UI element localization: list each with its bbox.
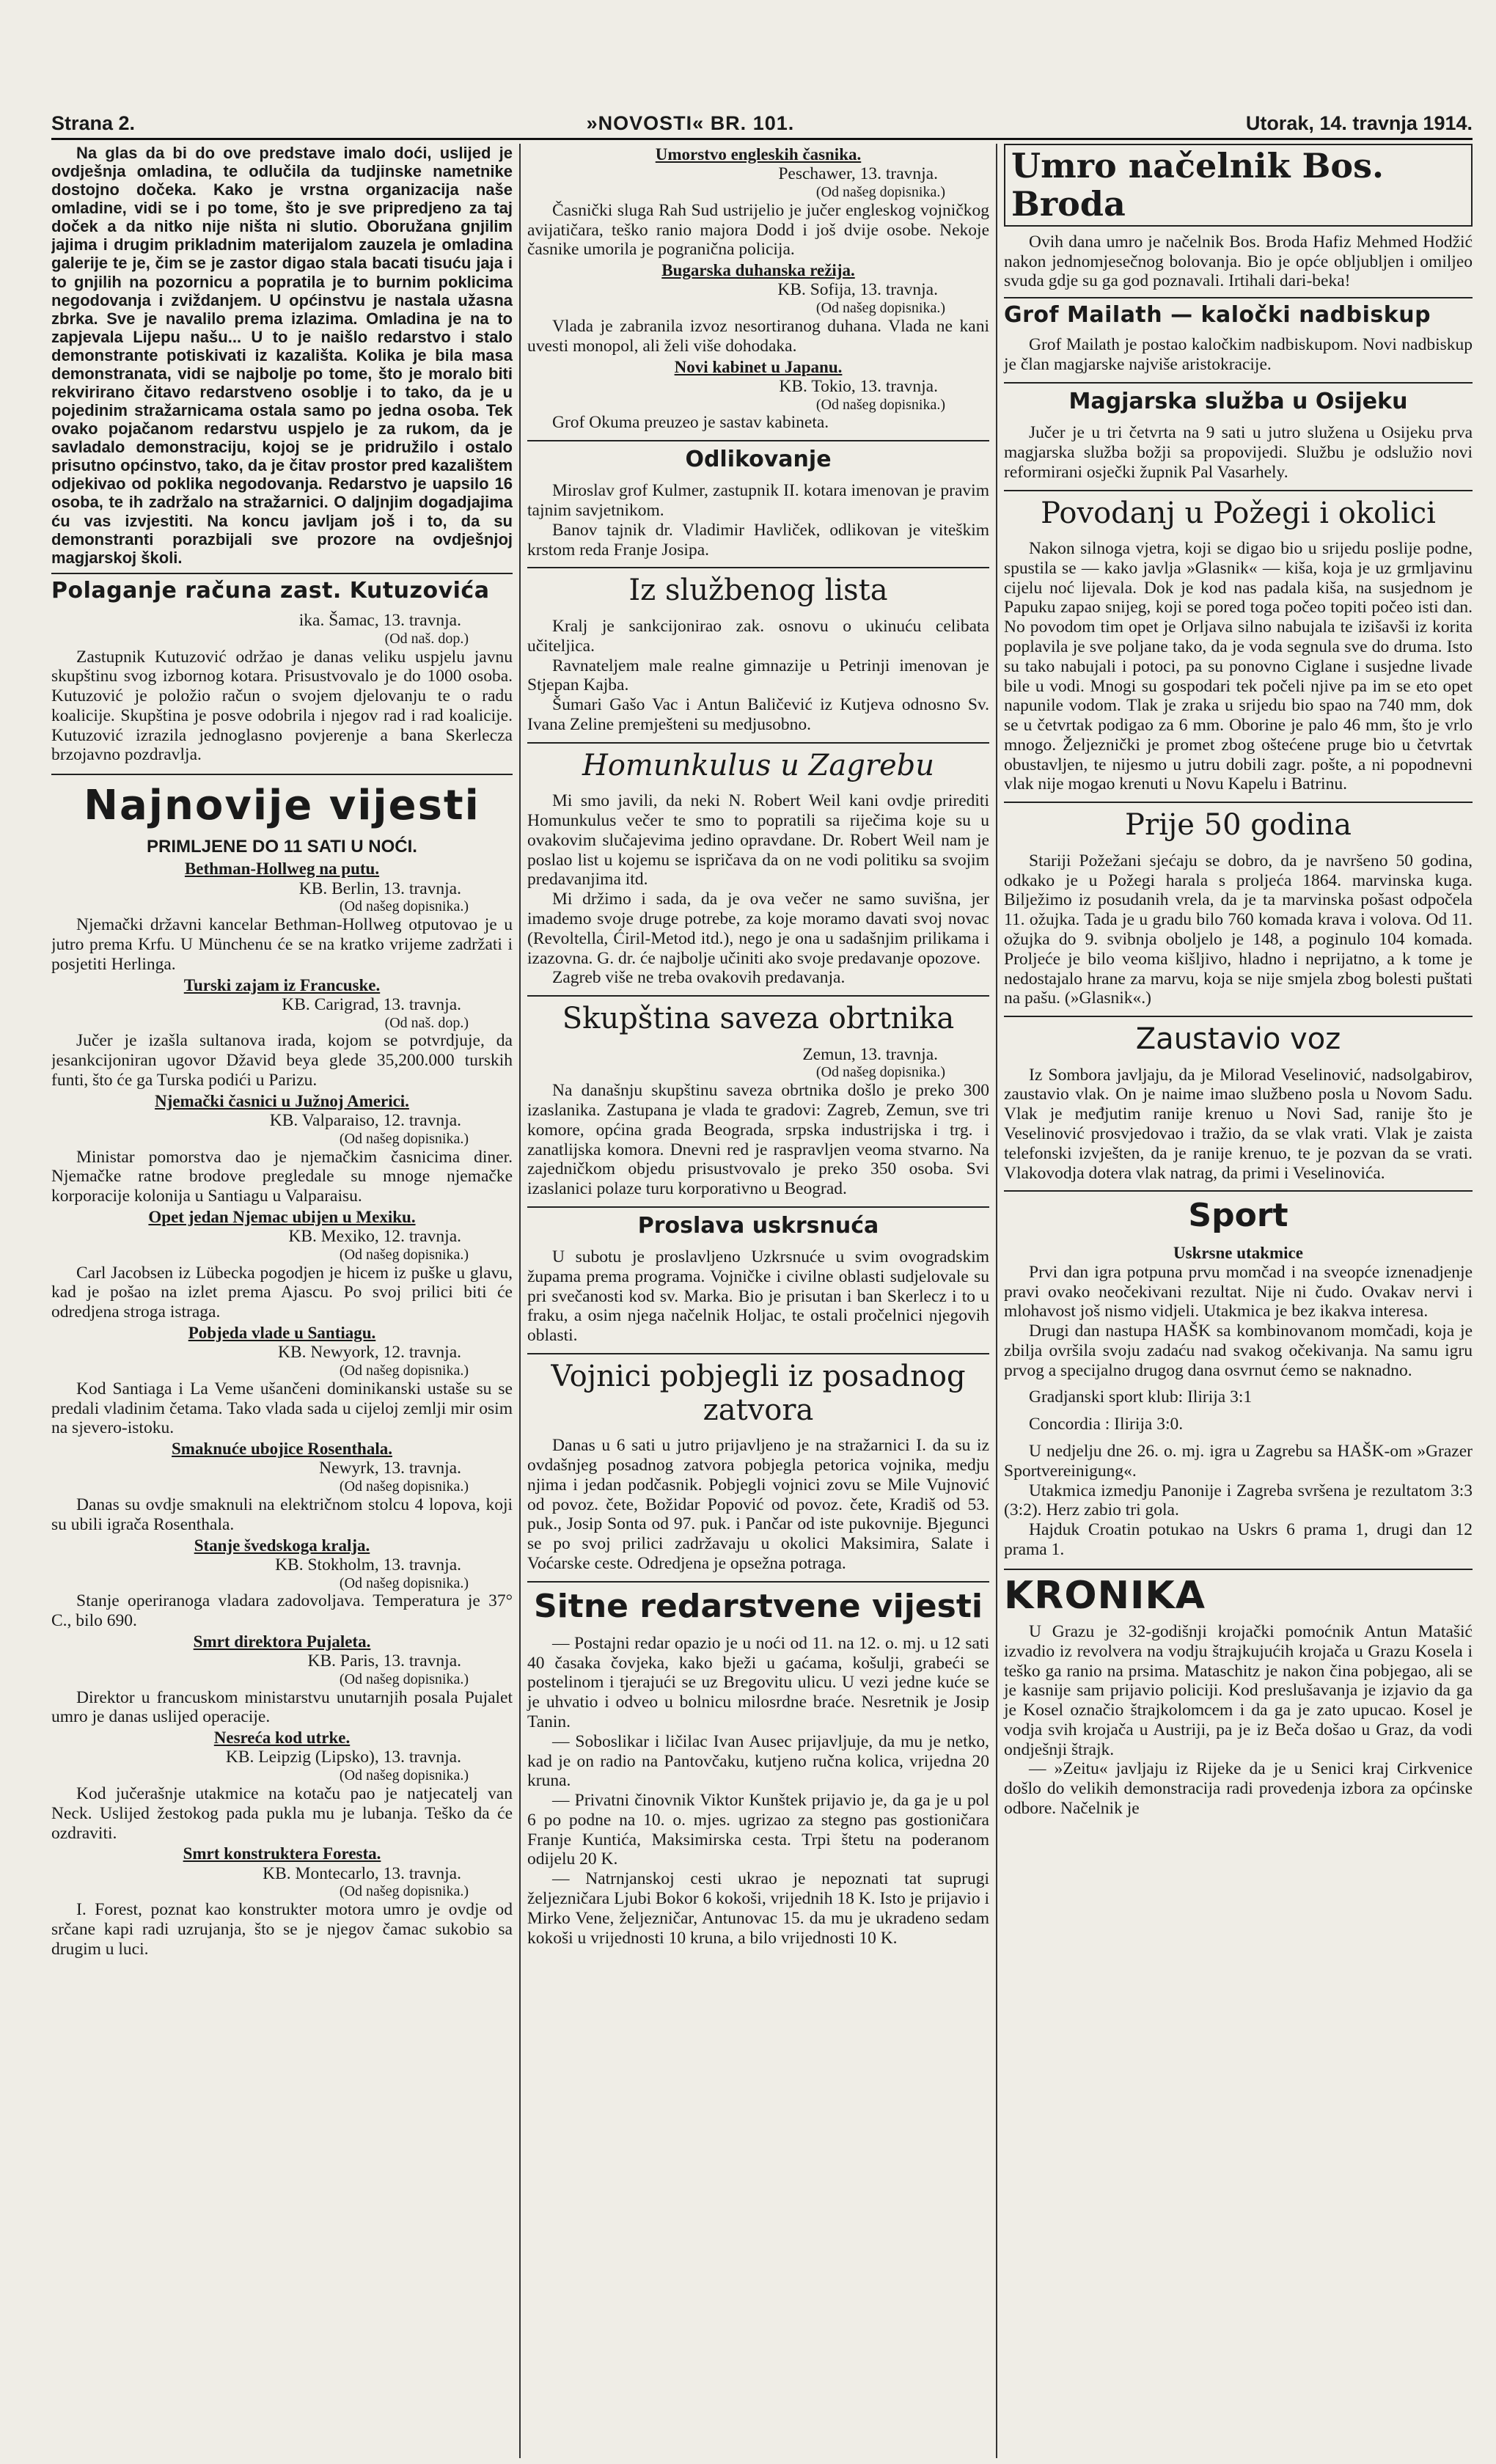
news-item-text: Kod Santiaga i La Veme ušančeni dominikanski ustaše su se predali vladinim četama. Tako vlada sada u cijeloj zemlji mir osim na sjevero-istoku. [51,1379,513,1438]
article-text: — Postajni redar opazio je u noći od 11. na 12. o. mj. u 12 sati 40 časaka čovjeka, kako bježi u gaćama, košulji, grabeći se postelinom i tjerajući se uz Bregovitu ulicu. U vezi jedne kuće se je uhvatio i odveo u bolnicu milosrdne braće. Nesretnik je Josip Tanin. [527,1633,989,1731]
article-text: Grof Mailath je postao kaločkim nadbiskupom. Novi nadbiskup je član magjarske najviše aristokracije. [1004,335,1473,375]
source-note: (Od našeg dopisnika.) [339,898,469,915]
column-3 [997,144,1473,2458]
source-note: (Od našeg dopisnika.) [339,1671,469,1687]
dateline: ika. Šamac, 13. travnja. [298,610,461,630]
article-title-proslava: Proslava uskrsnuća [527,1206,989,1239]
masthead: »NOVOSTI« BR. 101. [586,111,795,134]
sport-result: Gradjanski sport klub: Ilirija 3:1 [1029,1387,1253,1407]
section-intro: PRIMLJENE DO 11 SATI U NOĆI. [147,837,417,857]
dateline: KB. Stokholm, 13. travnja. [275,1555,461,1574]
article-text: Kralj je sankcijonirao zak. osnovu o ukinuću celibata učiteljica. [527,616,989,656]
source-note: (Od našeg dopisnika.) [339,1246,469,1263]
source-note: (Od našeg dopisnika.) [815,300,945,317]
news-item-title: Novi kabinet u Japanu. [674,357,843,376]
issue-date: Utorak, 14. travnja 1914. [1245,111,1473,134]
source-note: (Od našeg dopisnika.) [815,396,945,413]
dateline: KB. Newyork, 12. travnja. [278,1343,461,1363]
dateline: KB. Leipzig (Lipsko), 13. travnja. [225,1748,461,1767]
section-title-kronika: KRONIKA [1004,1569,1473,1618]
source-note: (Od naš. dop.) [384,630,469,647]
article-text: Utakmica izmedju Panonije i Zagreba svršena je rezultatom 3:3 (3:2). Herz zabio tri gola. [1004,1481,1473,1520]
article-text: Ravnateljem male realne gimnazije u Petrinji imenovan je Stjepan Kajba. [527,656,989,695]
news-item-text: Njemački državni kancelar Bethman-Hollweg otputovao je u jutro prema Krfu. U Münchenu će se na kratko vrijeme zadržati i posjetiti Herlinga. [51,915,513,974]
dateline: KB. Carigrad, 13. travnja. [282,994,461,1014]
news-item-text: Vlada je zabranila izvoz nesortiranog duhana. Vlada ne kani uvesti monopol, ali želi više dohodaka. [527,316,989,356]
news-item-text: Stanje operiranoga vladara zadovoljava. Temperatura je 37° C., bilo 690. [51,1591,513,1631]
article-text: Hajduk Croatin potukao na Uskrs 6 prama 1, drugi dan 12 prama 1. [1004,1520,1473,1559]
dateline: KB. Montecarlo, 13. travnja. [263,1863,461,1883]
article-title-polaganje: Polaganje računa zast. Kutuzovića [51,573,513,604]
dateline: KB. Tokio, 13. travnja. [779,376,938,396]
news-item-text: Kod jučerašnje utakmice na kotaču pao je natjecatelj van Neck. Uslijed žestokog pada pukla mu je lubanja. Teško da će ozdraviti. [51,1784,513,1843]
article-text: U subotu je proslavljeno Uzkrsnuće u svim ovogradskim župama prema programa. Vojničke i civilne oblasti sudjelovale su pri svečanosti kod sv. Marka. Bio je prisutan i ban Skerlecz i to u fraku, a osim njega načelnik Holjac, te ostali pročelnici njegovih oblasti. [527,1247,989,1346]
news-item-text: Direktor u francuskom ministarstvu unutarnjih posala Pujalet umro je danas uslijed operacije. [51,1687,513,1727]
news-item-title: Bugarska duhanska režija. [661,261,855,280]
section-title-najnovije: Najnovije vijesti [51,774,513,829]
columns [51,144,1473,2458]
article-title-sluzbeni: Iz službenog lista [527,567,989,608]
source-note: (Od našeg dopisnika.) [339,1363,469,1379]
article-text: Danas u 6 sati u jutro prijavljeno je na stražarnici I. da su iz ovdašnjeg posadnog zatvora pobjegla petorica vojnika, medju njima i jedan podčasnik. Pobjegli vojnici zovu se Mile Vujnović od povoz. čete, Božidar Popović od povoz. čete, Kradiš od 53. puk., Josip Sonta od 97. puk. i Pančar od iste pukovnije. Bjegunci se po svoj prilici zadržavaju u okolici Maksimira, Salate i Voćarske ceste. Odredjena je opsežna potraga. [527,1436,989,1573]
dateline: KB. Paris, 13. travnja. [307,1651,461,1671]
source-note: (Od našeg dopisnika.) [815,184,945,200]
page-header [51,109,1473,140]
news-item-title: Turski zajam iz Francuske. [183,975,381,994]
source-note: (Od našeg dopisnika.) [339,1883,469,1900]
source-note: (Od našeg dopisnika.) [339,1130,469,1147]
news-item-title: Opet jedan Njemac ubijen u Mexiku. [148,1207,416,1226]
source-note: (Od našeg dopisnika.) [339,1574,469,1591]
article-title-homunkulus: Homunkulus u Zagrebu [527,742,989,783]
article-text: Stariji Požežani sjećaju se dobro, da je navršeno 50 godina, odkako je u Požegi harala s proljeća 1864. marvinska kuga. Bilježimo iz posudanih vrela, da je ta marvinska pošast odpočela 11. ožujka. Tada je u gradu bilo 760 komada krava i volova. Od 11. ožujka do 9. svibnja oboljelo je 148, a poginulo 104 komada. Proljeće je bilo veoma kišljivo, hladno i neprijatno, a k tome je nedostajalo hrane za marvu, koja se nije smjela zbog bolesti puštati na pašu. (»Glasnik«.) [1004,851,1473,1008]
article-title-odlikovanje: Odlikovanje [527,440,989,472]
article-text: U nedjelju dne 26. o. mj. igra u Zagrebu sa HAŠK-om »Grazer Sportvereinigung«. [1004,1442,1473,1481]
article-text: — Soboslikar i ličilac Ivan Ausec prijavljuje, da mu je netko, kad je on radio na Pantovčaku, kutjeno ručna kolica, vrijedna 20 kruna. [527,1731,989,1791]
article-text: Nakon silnoga vjetra, koji se digao bio u srijedu poslije podne, spustila se — kako javlja »Glasnik« — kiša, koja je uz grmljavinu cijelu noć lijevala. Dok je kod nas padala kiša, na susjednom je Papuku zapao snijeg, koji se pored toga počeo topiti počeo isti dan. No povodom tim opet je Orljava silno nabujala te izišavši iz korita poplavila je sve poljane tako, da je voda segnula sve do druma. Isto su tako nabujali i potoci, pa su ponovno Ciglane i susjedne livade bile u vodi. Mnogi su gospodari tek počeli njive pa im se eto opet napunile vodom. Tlak je zraka u srijedu bio spao na 740 mm, dok se u četvrtak podigao za 6 mm. Oborine je palo 46 mm, što je vrlo mnogo. Željeznički je promet zbog oštećene pruge bio u četvrtak obustavljen, te nijesmo u jutru dobili zagr. pošte, a ni popodnevni vlak nije mogao krenuti u Novu Kapelu i Batrinu. [1004,539,1473,794]
article-text: Mi smo javili, da neki N. Robert Weil kani ovdje prirediti Homunkulus večer te smo to popratili sa riječima koje su u ovakovim slučajevima jedino opravdane. Dr. Robert Weil nam je poslao list u kojemu se ispričava da on ne vodi politiku sa svojim predavanjima itd. [527,791,989,890]
news-item-text: Carl Jacobsen iz Lübecka pogodjen je hicem iz puške u glavu, kad je pošao na izlet prema Ajascu. Po svoj prilici biti će odredjena stroga istraga. [51,1263,513,1322]
article-text: Miroslav grof Kulmer, zastupnik II. kotara imenovan je pravim tajnim savjetnikom. [527,481,989,521]
source-note: (Od naš. dop.) [384,1014,469,1031]
news-list-top [527,145,989,433]
article-text: U Grazu je 32-godišnji krojački pomoćnik Antun Matašić izvadio iz revolvera na vodju štrajkujućih krojača u Grazu Kosela i teško ga ranio na prsima. Mataschitz je nakon čina pobjegao, ali se je kasnije sam prijavio policiji. Kod preslušavanja je izjavio da ga je Kosel označio štrajkolomcem i da ga je zato upucao. Kosel je vodja svih krojača u Austriji, pa je iz Beča došao u Graz, da vodi ondješnji štrajk. [1004,1621,1473,1759]
article-text: Drugi dan nastupa HAŠK sa kombinovanom momčadi, koja je zbilja ovršila svoju zadaću nad svakog očekivanja. Na samu igru prvog a specijalno drugog dana osvrnut ćemo se naknadno. [1004,1321,1473,1380]
source-note: (Od našeg dopisnika.) [815,1064,945,1081]
news-item-title: Nesreća kod utrke. [213,1728,351,1748]
article-title-skupstina: Skupština saveza obrtnika [527,995,989,1036]
news-item-title: Umorstvo engleskih časnika. [655,145,862,164]
news-item-text: Časnički sluga Rah Sud ustrijelio je jučer engleskog vojničkog avijatičara, teško ranio majora Dodd i još dvije osobe. Nekoje časnike umorila je pogranična policija. [527,200,989,260]
news-list [51,859,513,1959]
news-item-title: Stanje švedskoga kralja. [194,1536,370,1555]
column-2 [521,144,997,2458]
news-item-title: Bethman-Hollweg na putu. [184,859,380,879]
article-title-umro: Umro načelnik Bos. Broda [1004,144,1473,227]
article-title-mailath: Grof Mailath — kaločki nadbiskup [1004,297,1473,328]
news-item-text: I. Forest, poznat kao konstrukter motora umro je ovdje od srčane kapi radi uzrujanja, što se je njegov čamac sukobio sa drugim u luci. [51,1900,513,1959]
news-item-title: Smrt konstruktera Foresta. [183,1844,381,1863]
sport-result: Concordia : Ilirija 3:0. [1029,1415,1184,1434]
article-text: Iz Sombora javljaju, da je Milorad Veselinović, nadsolgabirov, zaustavio vlak. On je naime imao službeno posla u Novom Sadu. Vlak je međjutim ranije krenuo u Novi Sad, ranije što je Veselinović prosvjedovao i tražio, da se vlak vrati. Vlak je zaista telefonski izvješten, da je ranije krenuo, te je pozvan da se vrati. Vlakovodja dotera vlak natrag, da primi i Veselinovića. [1004,1065,1473,1183]
column-1 [51,144,521,2458]
article-text: Zastupnik Kutuzović održao je danas veliku uspjelu javnu skupštinu svog izbornog kotara. Prisustvovalo je do 1000 osoba. Kutuzović je položio račun o svojem djelovanju te o radu koalicije. Skupština je posve odobrila i njegov rad i rad koalicije. Kutuzović izrazila jednoglasno povjerenje a bana Skerlecza brzojavno pozdravlja. [51,647,513,765]
news-item-title: Smaknuće ubojice Rosenthala. [172,1440,392,1459]
dateline: KB. Valparaiso, 12. travnja. [269,1110,461,1130]
news-item-text: Danas su ovdje smaknuli na električnom stolcu 4 lopova, koji su ubili igrača Rosenthala. [51,1495,513,1534]
section-title-sport: Sport [1004,1190,1473,1234]
source-note: (Od našeg dopisnika.) [339,1478,469,1495]
article-text: — Privatni činovnik Viktor Kunštek prijavio je, da ga je u pol 6 po podne na 10. o. mjes. ugrizao za stegno pas gostioničara Franje Kuntića, Maksimirska cesta. Trpi štetu na poderanom odijelu 20 K. [527,1791,989,1869]
article-text: Mi držimo i sada, da je ova večer ne samo suvišna, jer imademo svoje druge potrebe, za koje moramo davati svoj novac (Revoltella, Ćiril-Metod itd.), nego je ona u sadašnjim prilikama i izazovna. G. dr. će najbolje učiniti ako svoje predavanje opozove. [527,890,989,968]
article-text: Na današnju skupštinu saveza obrtnika došlo je preko 300 izaslanika. Zastupana je vlada te gradovi: Zagreb, Zemun, sve tri komore, općina grada Beograda, srpska industrijska i trg. i zanatlijska komora. Dnevni red je raspravljen veoma stvarno. Na zajedničkom objedu prisustvovalo je preko 350 osoba. Svi izaslanici polaze turu korporativno u Beograd. [527,1081,989,1199]
article-text: — Natrnjanskoj cesti ukrao je nepoznati tat suprugi željezničara Ljubi Bokor 6 kokoši, vrijednih 18 K. Isto je prijavio i Mirko Vene, željezničar, Antunovac 15. da mu je ukradeno sedam kokoši u vrijednosti 10 kruna, a bilo vrijednosti 10 K. [527,1869,989,1948]
article-text: Banov tajnik dr. Vladimir Havliček, odlikovan je viteškim krstom reda Franje Josipa. [527,520,989,560]
article-title-zaustavio: Zaustavio voz [1004,1016,1473,1057]
dateline: Newyrk, 13. travnja. [319,1459,461,1478]
dateline: Zemun, 13. travnja. [802,1044,938,1064]
article-title-prije50: Prije 50 godina [1004,802,1473,843]
dateline: KB. Berlin, 13. travnja. [298,879,461,898]
article-title-vojnici: Vojnici pobjegli iz posadnog zatvora [527,1353,989,1427]
page-number: Strana 2. [51,111,136,134]
dateline: KB. Sofija, 13. travnja. [777,280,938,300]
article-text: Zagreb više ne treba ovakovih predavanja. [552,968,846,988]
news-item-title: Njemački časnici u Južnoj Americi. [155,1091,409,1110]
dateline: Peschawer, 13. travnja. [778,164,938,184]
news-item-text: Jučer je izašla sultanova irada, kojom se potvrdjuje, da jesankcijoniran ugovor Džavid beya glede 35,200.000 turskih funti, što će ga Turska podići u Parizu. [51,1031,513,1090]
article-text: — »Zeitu« javljaju iz Rijeke da je u Senici kraj Cirkvenice došlo do velikih demonstracija radi provedenja izbora za općinske odbore. Načelnik je [1004,1759,1473,1818]
news-item-text: Grof Okuma preuzeo je sastav kabineta. [552,413,829,433]
article-text: Jučer je u tri četvrta na 9 sati u jutro služena u Osijeku prva magjarska služba božji sa propovijedi. Službu je odslužio novi reformirani osječki župnik Pal Vasarhely. [1004,423,1473,482]
news-item-title: Pobjeda vlade u Santiagu. [188,1324,376,1342]
article-title-redarstvene: Sitne redarstvene vijesti [527,1581,989,1625]
article-title-magjarska: Magjarska služba u Osijeku [1004,382,1473,414]
sport-subtitle: Uskrsne utakmice [1173,1243,1303,1262]
dateline: KB. Mexiko, 12. travnja. [288,1227,461,1247]
lead-article-text: Na glas da bi do ove predstave imalo doći, uslijed je ovdješnja omladina, te odlučila da tudjinske nametnike dostojno dočeka. Kako je vrstna organizacija naše omladine, vidi se i po tome, što je sve pripredjeno za taj doček a da nitko nije ništa ni slutio. Oboružana gnjilim jajima i drugim prikladnim materijalom zauzela je omladina galerije te je, čim se je zastor digao stala bacati tisuću jaja i to gnjilih na pozornicu a popratila je to burnim poklicima negodovanja i zviždanjem. U općinstvu je nastala užasna zbrka. Sve je navalilo prema izlazima. Omladina je na to zapjevala Lijepu našu... U to je naišlo redarstvo i stalo demonstrante potiskivati iz kazališta. Kolika je bila masa demonstranata, vidi se najbolje po tome, što je moralo biti rekvirirano čitavo redarstveno osoblje i to tako, da je u pojedinim stražarnicama ostala samo po jedna osoba. Tek ovako pojačanom redarstvu uspjelo je za rukom, da je savladalo demonstraciju, kojoj se je pridružilo i ostalo prisutno općinstvo, tako, da je čitav prostor pred kazalištem odjekivao od poklika negodovanja. Redarstvo je uapsilo 16 osoba, te ih zadržalo na stražarnici. O daljnjim dogadjajima ću vas izvjestiti. Na koncu javljam još i to, da su demonstranti porazbijali sve prozore na ovdješnjoj magjarskoj školi. [51,144,513,567]
article-text: Šumari Gašo Vac i Antun Baličević iz Kutjeva odnosno Sv. Ivana Zeline premješteni su medjusobno. [527,695,989,734]
article-text: Prvi dan igra potpuna prvu momčad i na sveopće iznenadjenje pravi ovako neočekivani rezultat. Nije ni čudo. Ovakav nervi i mlohavost još nismo vidjeli. Utakmica je bez ikakva interesa. [1004,1262,1473,1321]
article-text: Ovih dana umro je načelnik Bos. Broda Hafiz Mehmed Hodžić nakon jednomjesečnog bolovanja. Bio je opće obljubljen i omiljeo svuda gdje su ga god poznavali. Irtihali dari-beka! [1004,232,1473,291]
news-item-text: Ministar pomorstva dao je njemačkim časnicima diner. Njemačke ratne brodove pregledale su mnoge njemačke korporacije kolonija u Santiagu u Valparaisu. [51,1147,513,1206]
source-note: (Od našeg dopisnika.) [339,1767,469,1784]
article-title-povodanj: Povodanj u Požegi i okolici [1004,490,1473,531]
news-item-title: Smrt direktora Pujaleta. [193,1632,371,1651]
